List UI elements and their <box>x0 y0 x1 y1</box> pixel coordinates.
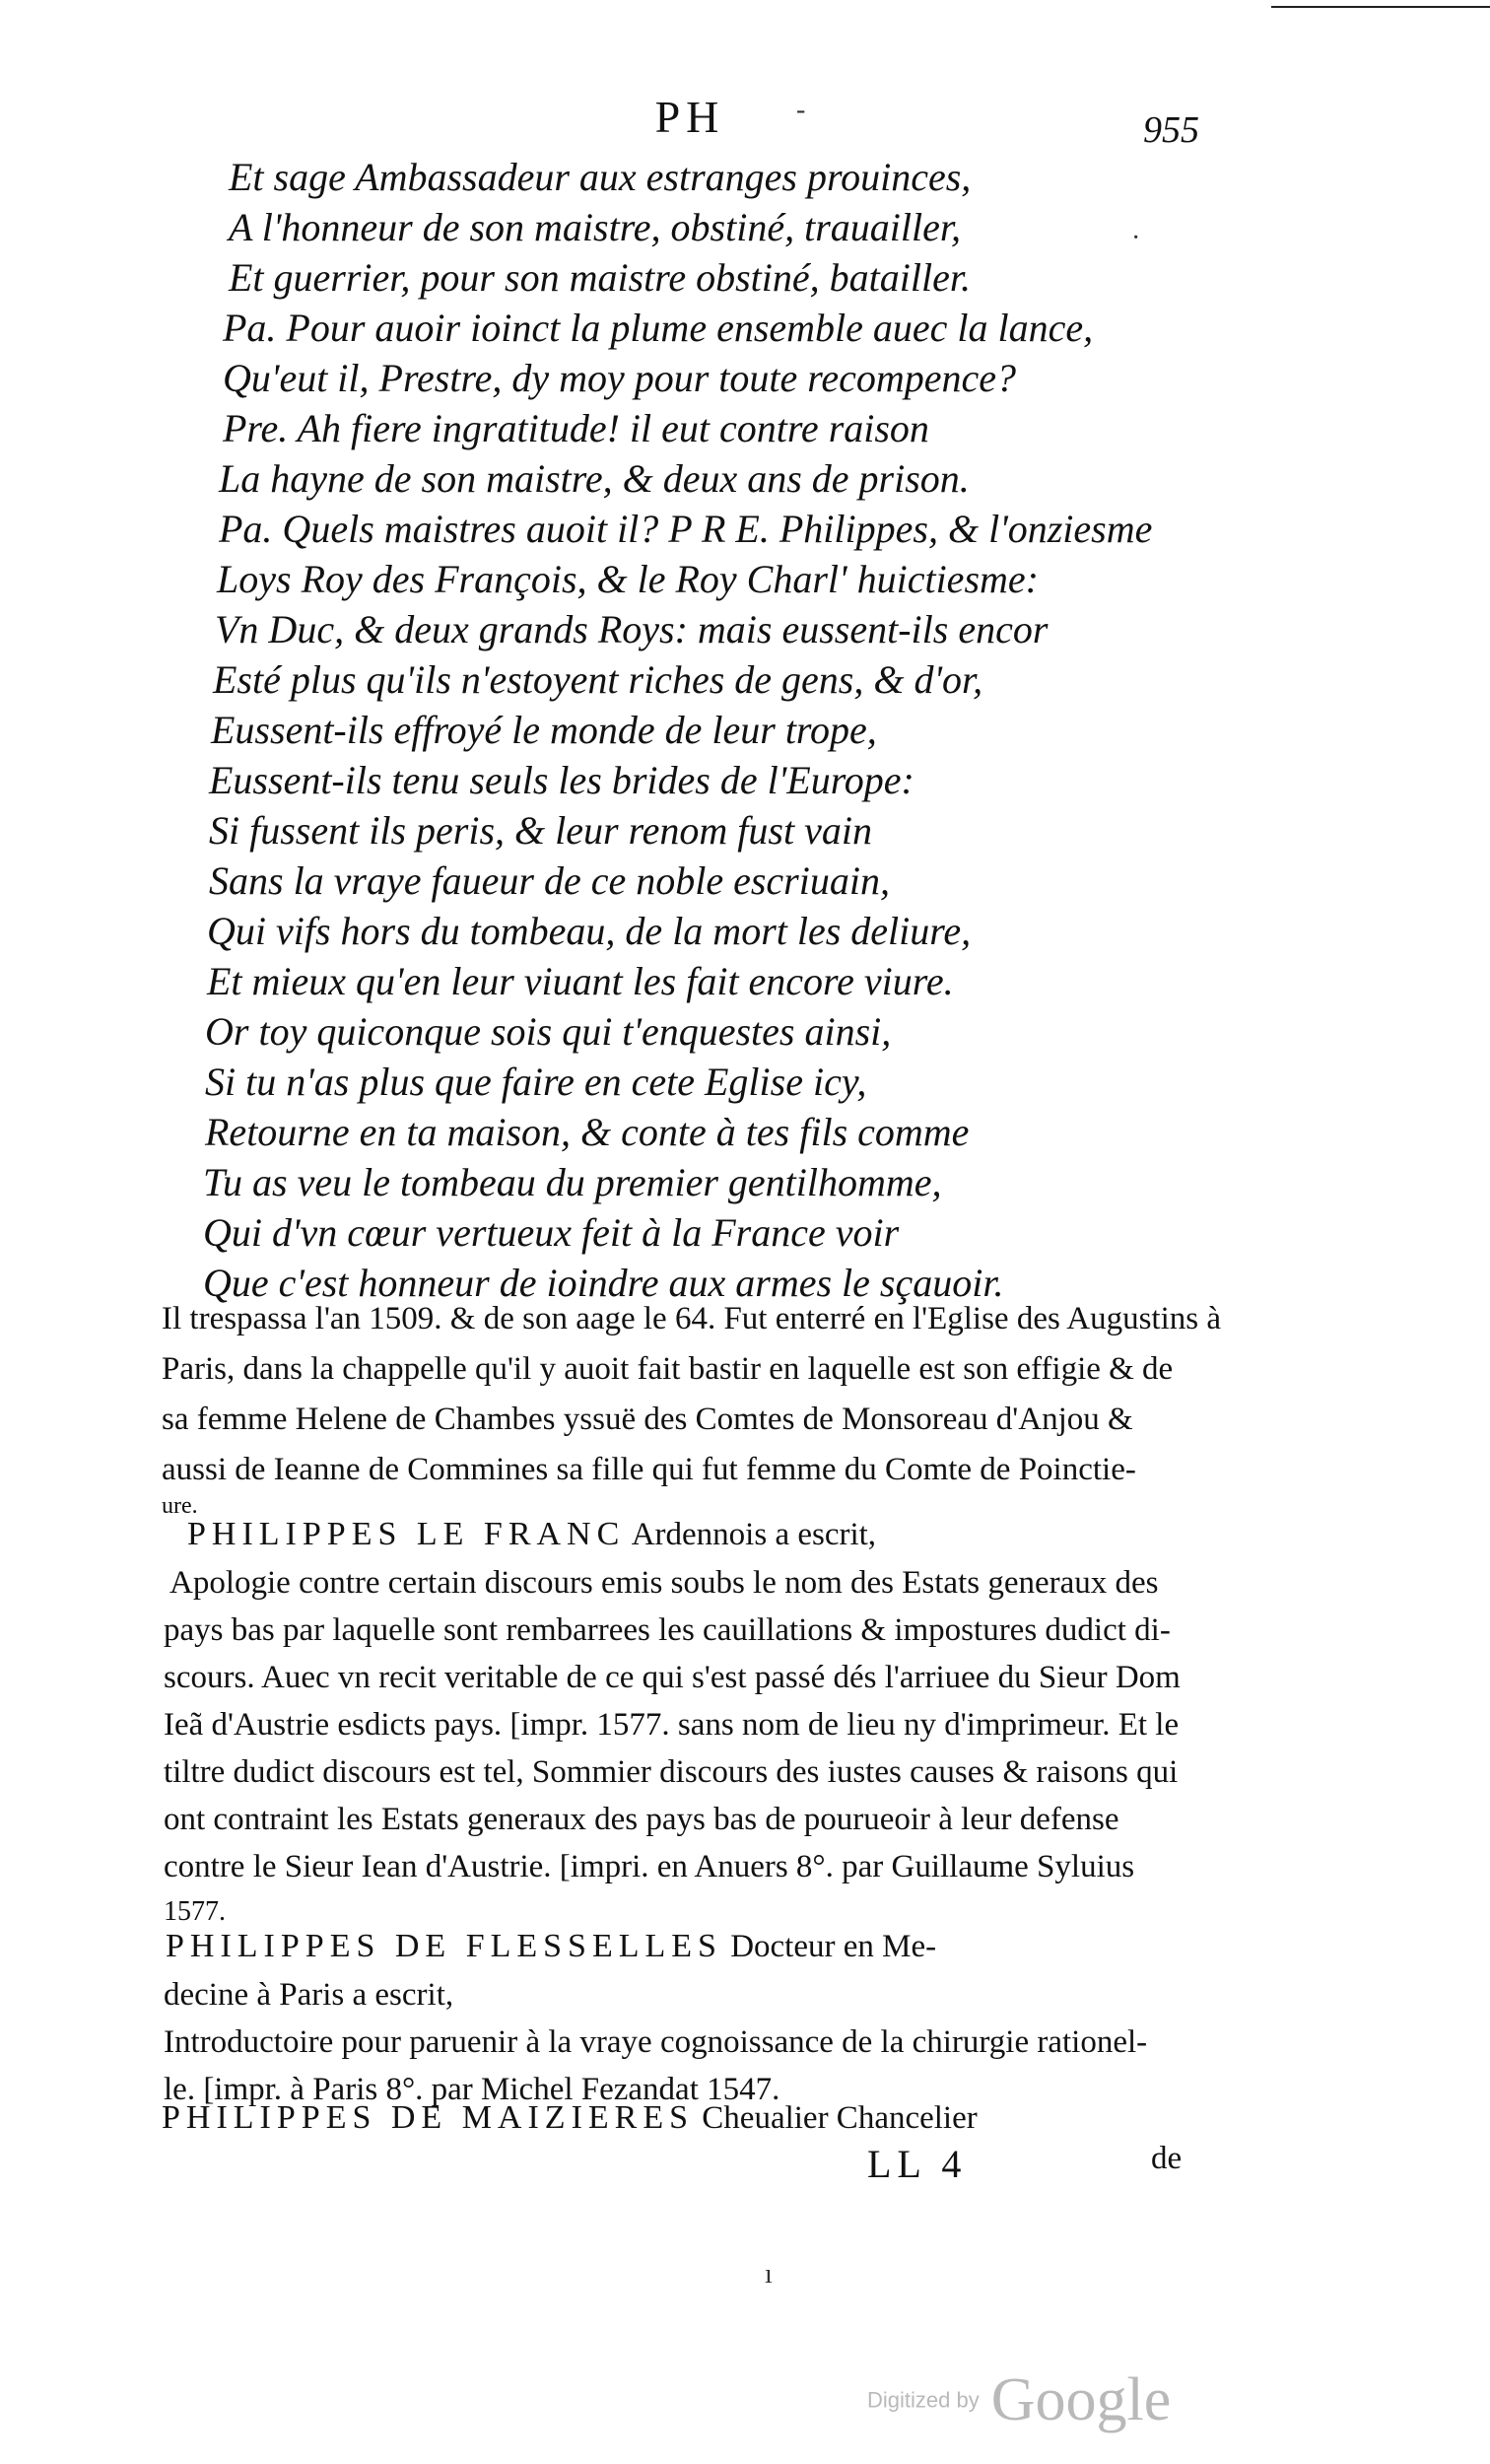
entry-heading: PHILIPPES DE MAIZIERES <box>162 2099 695 2136</box>
poem-line: Retourne en ta maison, & conte à tes fils comme <box>205 1110 970 1154</box>
top-rule <box>1271 0 1490 8</box>
watermark-prefix: Digitized by <box>867 2387 980 2413</box>
poem-line: Or toy quiconque sois qui t'enquestes ainsi, <box>205 1009 892 1054</box>
poem-line: Pre. Ah fiere ingratitude! il eut contre raison <box>223 406 929 450</box>
entry-heading: PHILIPPES LE FRANC <box>187 1516 626 1552</box>
entry-line: le. [impr. à Paris 8°. par Michel Fezandat 1547. <box>164 2072 780 2107</box>
entry-heading-line <box>187 1518 876 1551</box>
google-logo: Google <box>990 2366 1172 2433</box>
entry-heading-rest: Cheualier Chancelier <box>694 2100 978 2136</box>
entry-line: Ieã d'Austrie esdicts pays. [impr. 1577. sans nom de lieu ny d'imprimeur. Et le <box>164 1707 1180 1743</box>
prose-line: sa femme Helene de Chambes yssuë des Comtes de Monsoreau d'Anjou & <box>162 1402 1133 1437</box>
prose-line: Il trespassa l'an 1509. & de son aage le 64. Fut enterré en l'Eglise des Augustins à <box>162 1301 1221 1336</box>
prose-line: aussi de Ieanne de Commines sa fille qui fut femme du Comte de Poinctie- <box>162 1452 1136 1487</box>
poem-line: Sans la vraye faueur de ce noble escriuain, <box>209 858 890 903</box>
running-head: PH <box>654 92 725 142</box>
digitized-watermark <box>867 2365 1171 2435</box>
poem-line: Et mieux qu'en leur viuant les fait encore viure. <box>207 959 954 1003</box>
poem-line: Qui d'vn cœur vertueux feit à la France voir <box>203 1210 900 1255</box>
entry-line: Introductoire pour paruenir à la vraye cognoissance de la chirurgie rationel- <box>164 2024 1148 2060</box>
entry-line: ont contraint les Estats generaux des pays bas de pourueoir à leur defense <box>164 1802 1119 1837</box>
poem-line: Loys Roy des François, & le Roy Charl' huictiesme: <box>217 557 1039 601</box>
poem-line: Et guerrier, pour son maistre obstiné, batailler. <box>229 255 971 300</box>
entry-heading-rest: Docteur en Me- <box>721 1929 937 1964</box>
entry-heading: PHILIPPES DE FLESSELLES <box>166 1928 722 1964</box>
poem-line: Eussent-ils tenu seuls les brides de l'Europe: <box>209 758 914 802</box>
entry-line: contre le Sieur Iean d'Austrie. [impri. en Anuers 8°. par Guillaume Syluius <box>164 1849 1135 1884</box>
poem-line: Vn Duc, & deux grands Roys: mais eussent-ils encor <box>215 607 1049 651</box>
poem-line: Qu'eut il, Prestre, dy moy pour toute recompence? <box>223 356 1016 400</box>
entry-heading-line <box>166 1930 936 1963</box>
entry-line: tiltre dudict discours est tel, Sommier discours des iustes causes & raisons qui <box>164 1754 1179 1790</box>
poem-line: Pa. Quels maistres auoit il? P R E. Philippes, & l'onziesme <box>219 507 1153 551</box>
poem-line: Si tu n'as plus que faire en cete Eglise icy, <box>205 1060 867 1104</box>
prose-line: Paris, dans la chappelle qu'il y auoit fait bastir en laquelle est son effigie & de <box>162 1351 1174 1387</box>
poem-line: La hayne de son maistre, & deux ans de prison. <box>219 456 970 501</box>
poem-line: Qui vifs hors du tombeau, de la mort les deliure, <box>207 909 972 953</box>
entry-heading-line <box>162 2101 978 2135</box>
entry-line: Apologie contre certain discours emis soubs le nom des Estats generaux des <box>169 1565 1159 1601</box>
signature-mark: LL 4 <box>867 2142 968 2186</box>
entry-line: pays bas par laquelle sont rembarrees les cauillations & impostures dudict di- <box>164 1612 1171 1648</box>
poem-line: Esté plus qu'ils n'estoyent riches de gens, & d'or, <box>213 657 983 702</box>
entry-line: 1577. <box>164 1896 226 1927</box>
poem-line: Pa. Pour auoir ioinct la plume ensemble auec la lance, <box>223 306 1094 350</box>
stray-mark: ı <box>765 2259 773 2290</box>
catchword: de <box>1151 2141 1183 2176</box>
page-number: 955 <box>1143 109 1199 151</box>
stray-mark: - <box>796 95 806 125</box>
poem-line: Eussent-ils effroyé le monde de leur trope, <box>211 708 877 752</box>
entry-line: scours. Auec vn recit veritable de ce qui s'est passé dés l'arriuee du Sieur Dom <box>164 1660 1181 1695</box>
stray-mark: · <box>1131 223 1141 253</box>
poem-line: Tu as veu le tombeau du premier gentilhomme, <box>203 1160 942 1204</box>
poem-line: Si fussent ils peris, & leur renom fust vain <box>209 808 872 853</box>
poem-line: Que c'est honneur de ioindre aux armes le sçauoir. <box>203 1261 1004 1305</box>
entry-heading-rest: Ardennois a escrit, <box>625 1517 877 1552</box>
prose-line: ure. <box>162 1493 198 1519</box>
poem-line: Et sage Ambassadeur aux estranges prouinces, <box>229 155 972 199</box>
entry-line: decine à Paris a escrit, <box>164 1977 454 2013</box>
poem-line: A l'honneur de son maistre, obstiné, trauailler, <box>229 205 961 249</box>
